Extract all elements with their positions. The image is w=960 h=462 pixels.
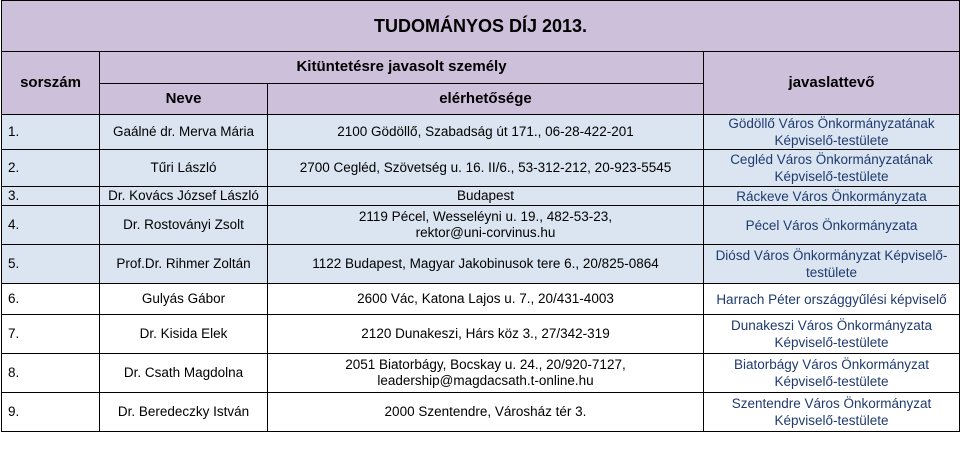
table-row <box>2 284 960 315</box>
cell-name[interactable]: Gulyás Gábor <box>100 284 268 315</box>
cell-name[interactable]: Tűri László <box>100 150 268 187</box>
cell-contact[interactable]: 2100 Gödöllő, Szabadság út 171., 06-28-422-201 <box>268 115 704 150</box>
header-sorszam[interactable]: sorszám <box>2 52 100 115</box>
table-row <box>2 150 960 187</box>
cell-proposer[interactable]: Dunakeszi Város Önkormányzata Képviselő-testülete <box>704 315 960 354</box>
cell-name[interactable]: Dr. Kisida Elek <box>100 315 268 354</box>
cell-name[interactable]: Dr. Csath Magdolna <box>100 354 268 393</box>
cell-proposer[interactable]: Harrach Péter országgyűlési képviselő <box>704 284 960 315</box>
cell-no[interactable]: 1. <box>2 115 100 150</box>
header-neve[interactable]: Neve <box>100 83 268 115</box>
table-row <box>2 245 960 284</box>
table-row <box>2 315 960 354</box>
cell-no[interactable]: 7. <box>2 315 100 354</box>
cell-no[interactable]: 9. <box>2 393 100 432</box>
cell-name[interactable]: Dr. Kovács József László <box>100 187 268 206</box>
cell-name[interactable]: Prof.Dr. Rihmer Zoltán <box>100 245 268 284</box>
cell-contact[interactable]: Budapest <box>268 187 704 206</box>
header-group[interactable]: Kitüntetésre javasolt személy <box>100 52 704 84</box>
cell-proposer[interactable]: Ráckeve Város Önkormányzata <box>704 187 960 206</box>
cell-proposer[interactable]: Szentendre Város Önkormányzat Képviselő-testülete <box>704 393 960 432</box>
cell-proposer[interactable]: Gödöllő Város Önkormányzatának Képviselő-testülete <box>704 115 960 150</box>
cell-contact[interactable]: 1122 Budapest, Magyar Jakobinusok tere 6., 20/825-0864 <box>268 245 704 284</box>
table-row <box>2 187 960 206</box>
cell-contact[interactable]: 2000 Szentendre, Városház tér 3. <box>268 393 704 432</box>
cell-proposer[interactable]: Diósd Város Önkormányzat Képviselő-testülete <box>704 245 960 284</box>
cell-name[interactable]: Gaálné dr. Merva Mária <box>100 115 268 150</box>
cell-contact[interactable]: 2119 Pécel, Wesseléyni u. 19., 482-53-23, rektor@uni-corvinus.hu <box>268 206 704 245</box>
cell-proposer[interactable]: Cegléd Város Önkormányzatának Képviselő-testülete <box>704 150 960 187</box>
header-javaslattevo[interactable]: javaslattevő <box>704 52 960 115</box>
header-elerhetosege[interactable]: elérhetősége <box>268 83 704 115</box>
cell-contact[interactable]: 2600 Vác, Katona Lajos u. 7., 20/431-4003 <box>268 284 704 315</box>
table-title[interactable]: TUDOMÁNYOS DÍJ 2013. <box>2 1 960 52</box>
cell-contact[interactable]: 2700 Cegléd, Szövetség u. 16. II/6., 53-312-212, 20-923-5545 <box>268 150 704 187</box>
cell-proposer[interactable]: Biatorbágy Város Önkormányzat Képviselő-testülete <box>704 354 960 393</box>
table-row <box>2 354 960 393</box>
award-table <box>1 0 960 432</box>
cell-no[interactable]: 4. <box>2 206 100 245</box>
cell-no[interactable]: 2. <box>2 150 100 187</box>
cell-name[interactable]: Dr. Beredeczky István <box>100 393 268 432</box>
cell-contact[interactable]: 2120 Dunakeszi, Hárs köz 3., 27/342-319 <box>268 315 704 354</box>
cell-no[interactable]: 8. <box>2 354 100 393</box>
table-row <box>2 206 960 245</box>
cell-contact[interactable]: 2051 Biatorbágy, Bocskay u. 24., 20/920-7127, leadership@magdacsath.t-online.hu <box>268 354 704 393</box>
cell-no[interactable]: 5. <box>2 245 100 284</box>
table-row <box>2 115 960 150</box>
cell-name[interactable]: Dr. Rostoványi Zsolt <box>100 206 268 245</box>
cell-no[interactable]: 3. <box>2 187 100 206</box>
cell-no[interactable]: 6. <box>2 284 100 315</box>
cell-proposer[interactable]: Pécel Város Önkormányzata <box>704 206 960 245</box>
table-row <box>2 393 960 432</box>
